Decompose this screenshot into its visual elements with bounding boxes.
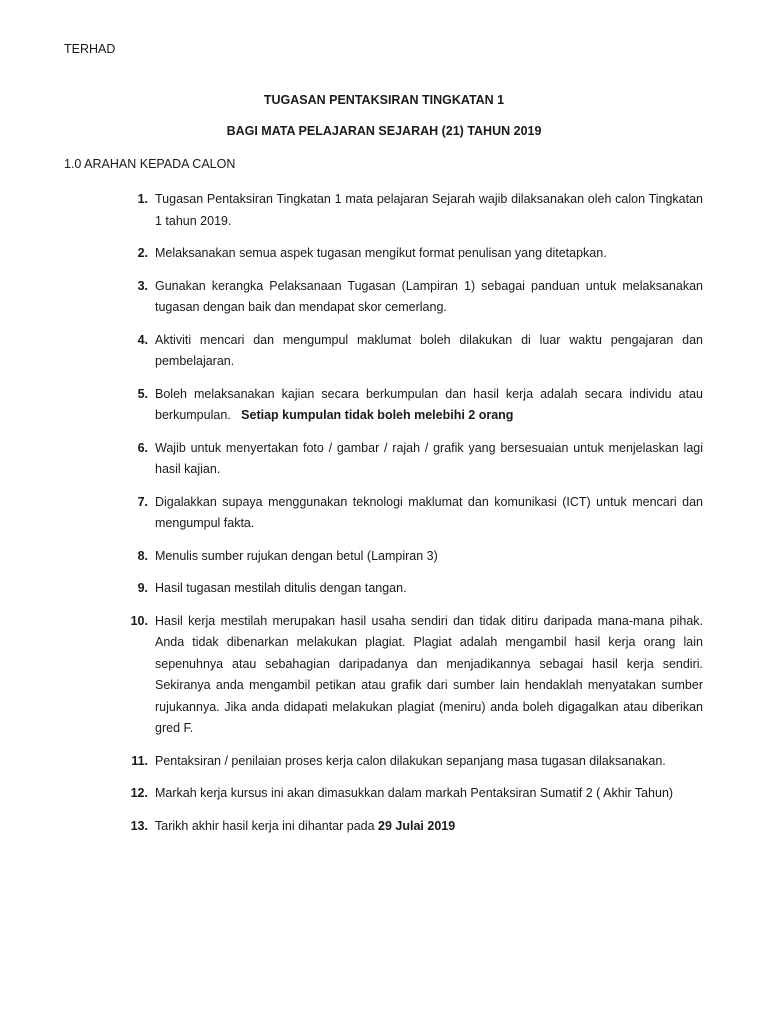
- item-number: 8.: [137, 548, 148, 563]
- list-item: [0, 546, 768, 568]
- item-text: Gunakan kerangka Pelaksanaan Tugasan (Lampiran 1) sebagai panduan untuk melaksanakan tugasan dengan baik dan mendapat skor cemerlang.: [155, 278, 703, 314]
- instruction-list: [0, 189, 768, 848]
- item-text-container: [155, 384, 703, 427]
- list-item: [0, 384, 768, 427]
- classification-label: TERHAD: [64, 42, 116, 56]
- list-item: [0, 611, 768, 740]
- section-heading: 1.0 ARAHAN KEPADA CALON: [64, 157, 236, 171]
- item-number: 13.: [130, 818, 148, 833]
- item-text: Digalakkan supaya menggunakan teknologi maklumat dan komunikasi (ICT) untuk mencari dan mengumpul fakta.: [155, 494, 703, 530]
- item-number: 7.: [137, 494, 148, 509]
- list-item: [0, 243, 768, 265]
- item-text: Melaksanakan semua aspek tugasan mengikut format penulisan yang ditetapkan.: [155, 246, 607, 260]
- item-number: 3.: [137, 278, 148, 293]
- item-text: Pentaksiran / penilaian proses kerja calon dilakukan sepanjang masa tugasan dilaksanakan.: [155, 753, 666, 768]
- item-number: 2.: [137, 246, 148, 260]
- item-number: 11.: [131, 753, 148, 768]
- document-subtitle: BAGI MATA PELAJARAN SEJARAH (21) TAHUN 2019: [226, 124, 542, 138]
- item-text: Hasil kerja mestilah merupakan hasil usaha sendiri dan tidak ditiru daripada mana-mana pihak. Anda tidak dibenarkan melakukan plagiat. Plagiat adalah mengambil hasil kerja orang lain sepenuhnya atau sebahagian daripadanya dan menjadikannya sebagai hasil kerja sendiri. Sekiranya anda mengambil petikan atau grafik dari sumber lain hendaklah menyatakan sumber rujukannya. Jika anda didapati melakukan plagiat (meniru) anda boleh digagalkan atau diberikan gred F.: [155, 613, 703, 735]
- item-emphasis: Setiap kumpulan tidak boleh melebihi 2 orang: [241, 408, 514, 422]
- list-item: [0, 189, 768, 232]
- item-number: 12.: [130, 786, 148, 800]
- list-item: [0, 276, 768, 319]
- item-text: Tarikh akhir hasil kerja ini dihantar pada: [155, 818, 375, 833]
- item-text: Markah kerja kursus ini akan dimasukkan dalam markah Pentaksiran Sumatif 2 ( Akhir Tahun): [155, 786, 674, 800]
- list-item: [0, 751, 768, 773]
- list-item: [0, 578, 768, 600]
- item-text: Tugasan Pentaksiran Tingkatan 1 mata pelajaran Sejarah wajib dilaksanakan oleh calon Tingkatan 1 tahun 2019.: [155, 192, 703, 228]
- list-item: [0, 438, 768, 481]
- item-text: Wajib untuk menyertakan foto / gambar / rajah / grafik yang bersesuaian untuk menjelaskan lagi hasil kajian.: [155, 440, 703, 476]
- item-number: 10.: [130, 613, 148, 628]
- item-number: 1.: [137, 192, 148, 206]
- list-item: [0, 816, 768, 838]
- item-text-container: [155, 816, 703, 838]
- item-number: 9.: [137, 581, 148, 595]
- item-number: 5.: [137, 386, 148, 401]
- item-number: 6.: [137, 440, 148, 455]
- document-title: TUGASAN PENTAKSIRAN TINGKATAN 1: [263, 93, 505, 107]
- list-item: [0, 330, 768, 373]
- item-text: Menulis sumber rujukan dengan betul (Lampiran 3): [155, 548, 438, 563]
- item-emphasis: 29 Julai 2019: [378, 818, 456, 833]
- list-item: [0, 783, 768, 805]
- list-item: [0, 492, 768, 535]
- item-text: Aktiviti mencari dan mengumpul maklumat boleh dilakukan di luar waktu pengajaran dan pembelajaran.: [155, 332, 703, 368]
- item-text: Boleh melaksanakan kajian secara berkumpulan dan hasil kerja adalah secara individu atau berkumpulan.: [155, 386, 703, 422]
- item-text: Hasil tugasan mestilah ditulis dengan tangan.: [155, 581, 407, 595]
- item-number: 4.: [137, 332, 148, 347]
